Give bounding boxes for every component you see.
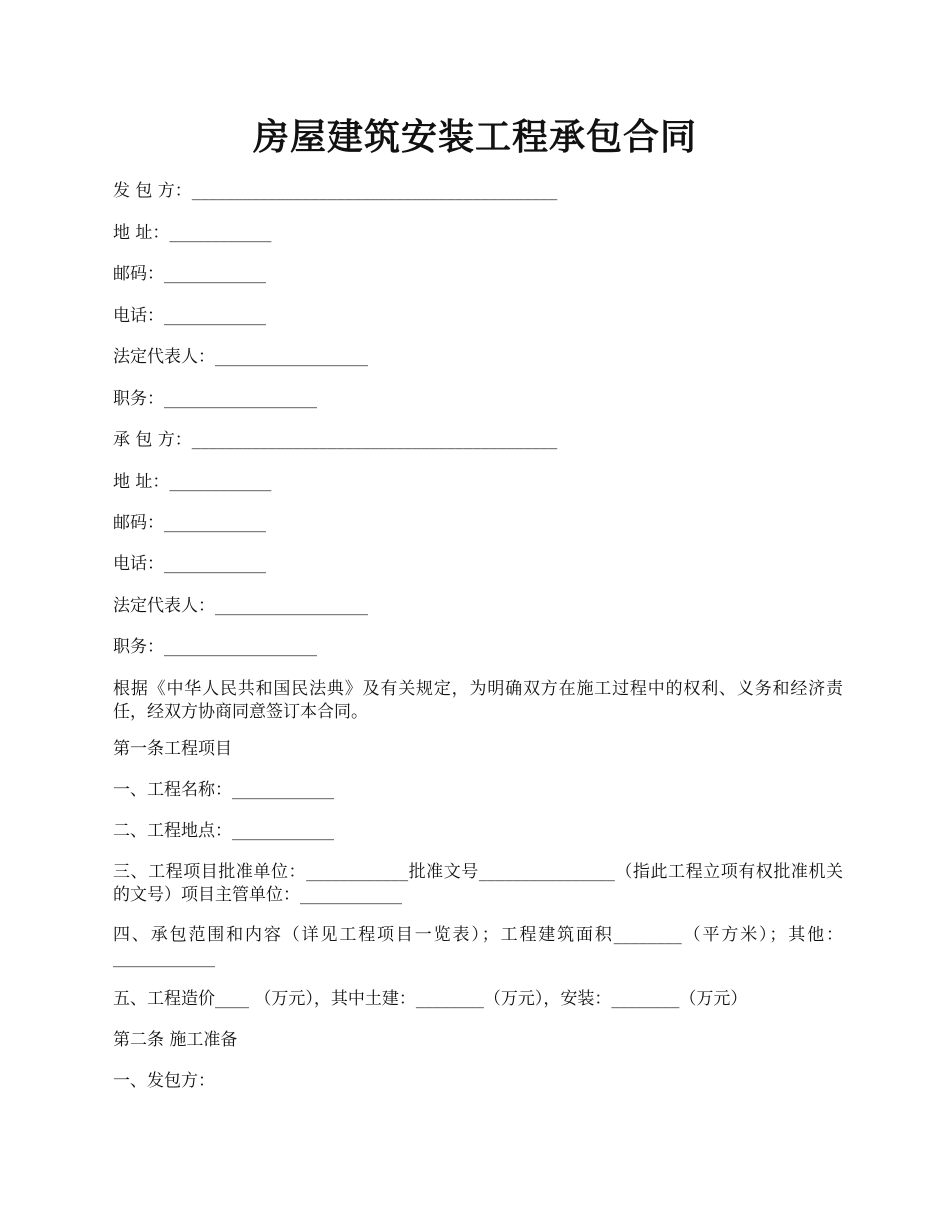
employer-name-line: 发 包 方：___________________________________________ bbox=[113, 181, 558, 201]
preamble-paragraph: 根据《中华人民共和国民法典》及有关规定，为明确双方在施工过程中的权利、义务和经济责任，经双方协商同意签订本合同。 bbox=[113, 679, 843, 722]
employer-legal-rep-line: 法定代表人：__________________ bbox=[113, 347, 368, 367]
employer-address-line: 地 址：____________ bbox=[113, 223, 272, 243]
project-approval-paragraph: 三、工程项目批准单位：____________批准文号________________（指此工程立项有权批准机关的文号）项目主管单位：____________ bbox=[113, 862, 843, 905]
project-cost-line: 五、工程造价____ （万元），其中土建：________（万元），安装：________（万元） bbox=[113, 989, 748, 1009]
contractor-phone-line: 电话：____________ bbox=[113, 554, 266, 574]
contract-scope-paragraph: 四、承包范围和内容（详见工程项目一览表）；工程建筑面积________（平方米）；其他：____________ bbox=[113, 925, 843, 968]
contractor-postcode-line: 邮码：____________ bbox=[113, 513, 266, 533]
contractor-address-line: 地 址：____________ bbox=[113, 472, 272, 492]
project-name-line: 一、工程名称：____________ bbox=[113, 780, 334, 800]
employer-postcode-line: 邮码：____________ bbox=[113, 264, 266, 284]
contractor-legal-rep-line: 法定代表人：__________________ bbox=[113, 596, 368, 616]
employer-position-line: 职务：__________________ bbox=[113, 389, 317, 409]
article-2-heading: 第二条 施工准备 bbox=[113, 1030, 238, 1050]
employer-prep-line: 一、发包方： bbox=[113, 1071, 215, 1091]
document-title: 房屋建筑安装工程承包合同 bbox=[252, 116, 697, 158]
employer-phone-line: 电话：____________ bbox=[113, 306, 266, 326]
project-location-line: 二、工程地点：____________ bbox=[113, 821, 334, 841]
contractor-position-line: 职务：__________________ bbox=[113, 637, 317, 657]
contractor-name-line: 承 包 方：___________________________________________ bbox=[113, 430, 558, 450]
article-1-heading: 第一条工程项目 bbox=[113, 739, 232, 759]
